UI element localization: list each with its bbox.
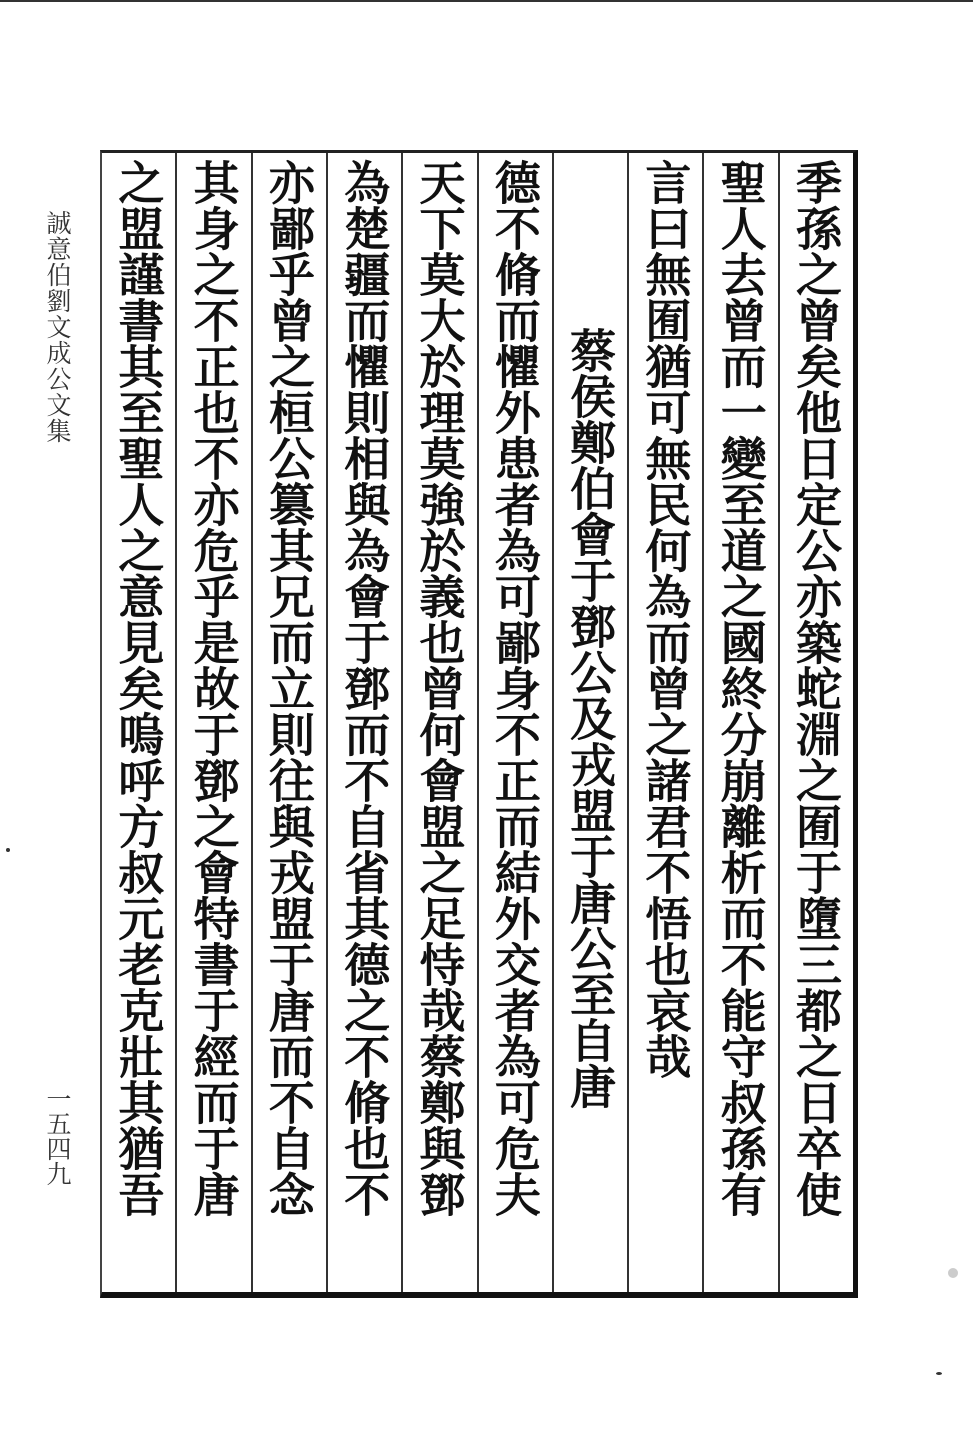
text-column-2: 聖人去曾而一變至道之國終分崩離析而不能守叔孫有 xyxy=(702,153,777,1292)
text-columns xyxy=(102,153,853,1292)
book-title: 誠意伯劉文成公文集 xyxy=(43,210,72,444)
text-column-5: 德不脩而懼外患者為可鄙身不正而結外交者為可危夫 xyxy=(477,153,552,1292)
page-number: 一五四九 xyxy=(43,1086,72,1186)
text-column-6: 天下莫大於理莫強於義也曾何會盟之足恃哉蔡鄭與鄧 xyxy=(401,153,476,1292)
text-frame xyxy=(100,150,858,1298)
ink-speck xyxy=(6,848,10,852)
text-column-10: 之盟謹書其至聖人之意見矣嗚呼方叔元老克壯其猶吾 xyxy=(111,159,166,1217)
top-rule xyxy=(0,0,973,2)
text-column-9: 其身之不正也不亦危乎是故于鄧之會特書于經而于唐 xyxy=(175,153,250,1292)
ink-speck xyxy=(948,1268,958,1278)
text-column-8: 亦鄙乎曾之桓公篡其兄而立則往與戎盟于唐而不自念 xyxy=(251,153,326,1292)
text-column-7: 為楚疆而懼則相與為會于鄧而不自省其德之不脩也不 xyxy=(326,153,401,1292)
text-column-3: 言曰無囿猶可無民何為而曾之諸君不悟也哀哉 xyxy=(627,153,702,1292)
ink-speck xyxy=(936,1372,942,1375)
text-column-1: 季孫之曾矣他日定公亦築蛇淵之囿于墮三都之日卒使 xyxy=(778,153,853,1292)
text-column-4-heading: 蔡侯鄭伯會于鄧公及戎盟于唐公至自唐 xyxy=(552,153,627,1292)
